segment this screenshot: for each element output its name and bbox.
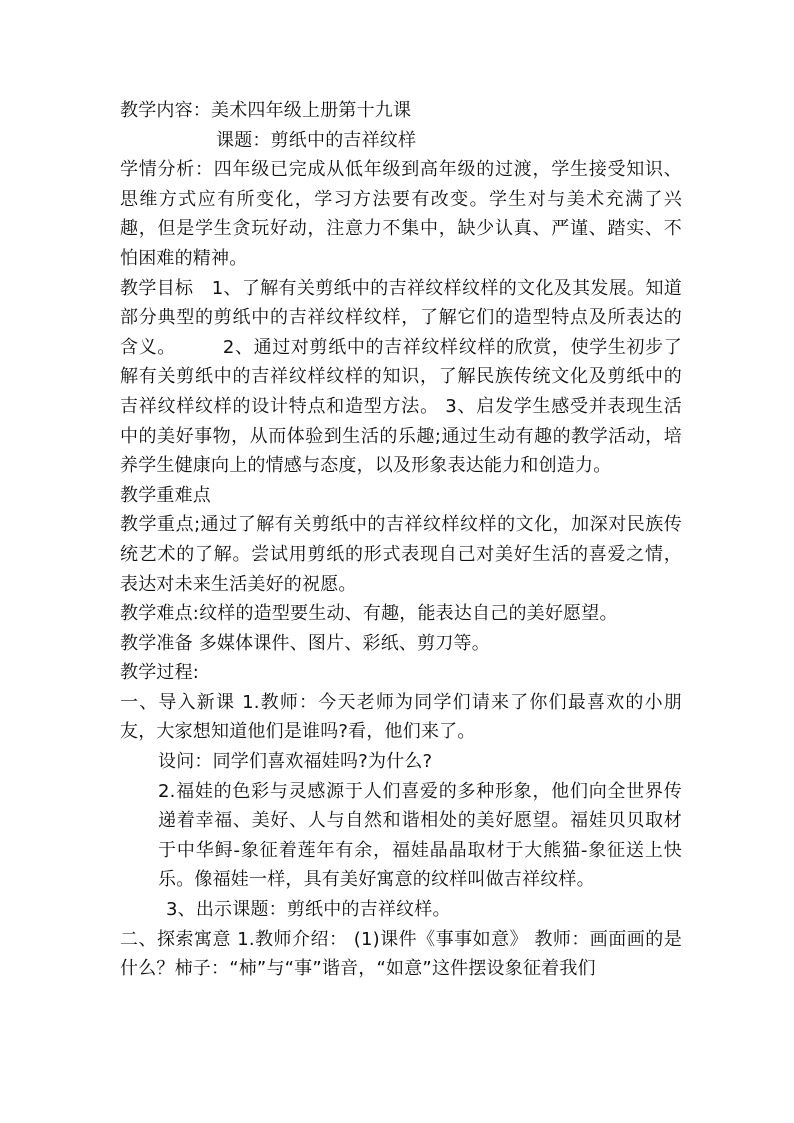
student-analysis: 学情分析：四年级已完成从低年级到高年级的过渡，学生接受知识、思维方式应有所变化，学习方法要有改变。学生对与美术充满了兴趣，但是学生贪玩好动，注意力不集中，缺少认真、严谨、踏实、不怕困难的精神。 <box>120 159 682 269</box>
section-2: 二、探索寓意 1.教师介绍： (1)课件《事事如意》 教师：画面画的是什么？柿子：“柿”与“事”谐音，“如意”这件摆设象征着我们 <box>120 928 682 980</box>
difficult-points: 教学难点:纹样的造型要生动、有趣，能表达自己的美好愿望。 <box>120 603 618 625</box>
key-points: 教学重点;通过了解有关剪纸中的吉祥纹样纹样的文化，加深对民族传统艺术的了解。尝试用剪纸的形式表现自己对美好生活的喜爱之情，表达对未来生活美好的祝愿。 <box>120 514 682 595</box>
fuwa-paragraph: 2.福娃的色彩与灵感源于人们喜爱的多种形象，他们向全世界传递着幸福、美好、人与自然和谐相处的美好愿望。福娃贝贝取材于中华鲟-象征着莲年有余，福娃晶晶取材于大熊猫-象征送上快乐。像福娃一样，具有美好寓意的纹样叫做吉祥纹样。 <box>158 780 682 891</box>
question: 设问：同学们喜欢福娃吗?为什么? <box>158 751 433 773</box>
content-line: 教学内容：美术四年级上册第十九课 <box>120 100 412 121</box>
show-topic: 3、出示课题：剪纸中的吉祥纹样。 <box>166 899 451 921</box>
preparation: 教学准备 多媒体课件、图片、彩纸、剪刀等。 <box>120 632 490 654</box>
document-body <box>120 96 682 984</box>
key-points-heading: 教学重难点 <box>120 484 211 506</box>
lesson-title: 课题：剪纸中的吉祥纹样 <box>216 129 417 151</box>
section-1: 一、导入新课 1.教师：今天老师为同学们请来了你们最喜欢的小朋友，大家想知道他们是谁吗?看，他们来了。 <box>120 691 682 743</box>
process-heading: 教学过程: <box>120 662 200 684</box>
teaching-goals: 教学目标 1、了解有关剪纸中的吉祥纹样纹样的文化及其发展。知道部分典型的剪纸中的吉祥纹样纹样，了解它们的造型特点及所表达的含义。 2、通过对剪纸中的吉祥纹样纹样的欣赏，使学生初步了解有关剪纸中的吉祥纹样纹样的知识，了解民族传统文化及剪纸中的吉祥纹样纹样的设计特点和造型方法。 3、启发学生感受并表现生活中的美好事物，从而体验到生活的乐趣;通过生动有趣的教学活动，培养学生健康向上的情感与态度，以及形象表达能力和创造力。 <box>120 277 682 477</box>
